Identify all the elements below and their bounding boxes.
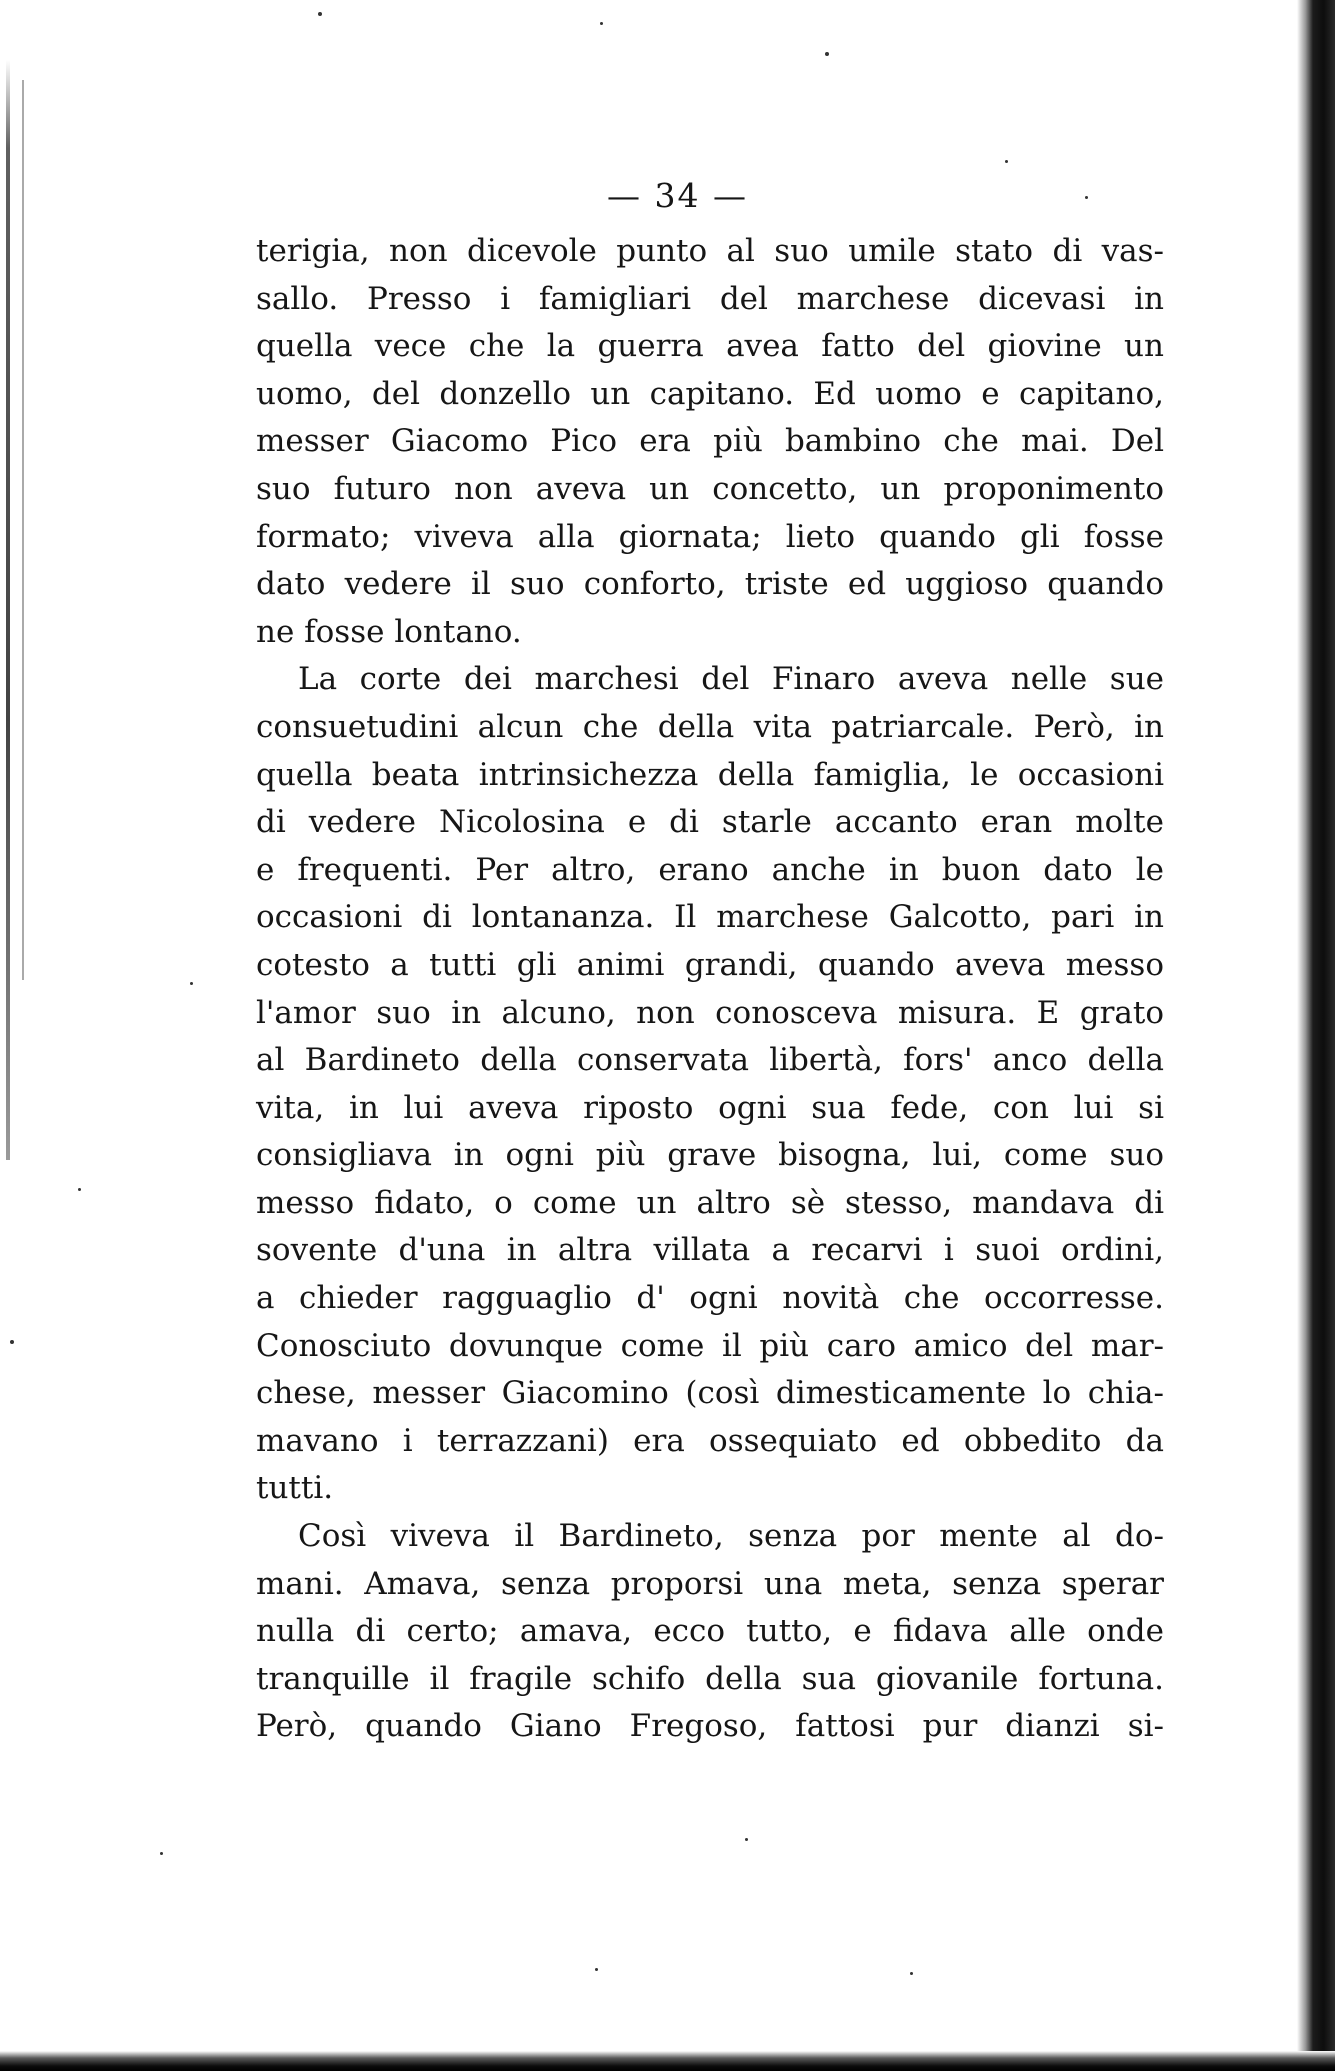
text-line: tutti.: [256, 1470, 334, 1507]
text-line: mani. Amava, senza proporsi una meta, senza sperar: [256, 1565, 1164, 1602]
text-line: sovente d'una in altra villata a recarvi i suoi ordini,: [256, 1232, 1164, 1269]
scan-speck: [78, 1188, 81, 1191]
text-line: l'amor suo in alcuno, non conosceva misura. E grato: [256, 994, 1164, 1031]
text-line: vita, in lui aveva riposto ogni sua fede, con lui si: [256, 1089, 1164, 1126]
text-line: quella beata intrinsichezza della famiglia, le occasioni: [256, 756, 1164, 793]
text-line: Conosciuto dovunque come il più caro amico del mar-: [256, 1327, 1164, 1364]
left-page-edge-shadow: [6, 60, 10, 1160]
text-line: suo futuro non aveva un concetto, un proponimento: [256, 470, 1164, 507]
text-line: formato; viveva alla giornata; lieto quando gli fosse: [256, 518, 1164, 555]
scan-speck: [160, 1852, 163, 1855]
text-line: quella vece che la guerra avea fatto del giovine un: [256, 328, 1164, 365]
text-line: cotesto a tutti gli animi grandi, quando aveva messo: [256, 946, 1164, 983]
scan-speck: [910, 1972, 913, 1975]
right-spine-shadow: [1297, 0, 1335, 2071]
scan-speck: [318, 12, 322, 16]
scan-speck: [1005, 160, 1008, 163]
text-line: e frequenti. Per altro, erano anche in buon dato le: [256, 851, 1164, 888]
text-line: Però, quando Giano Fregoso, fattosi pur dianzi si-: [256, 1708, 1164, 1745]
scan-speck: [600, 22, 603, 25]
page-number: — 34 —: [607, 176, 748, 215]
text-line: tranquille il fragile schifo della sua giovanile fortuna.: [256, 1660, 1164, 1697]
text-line: ne fosse lontano.: [256, 613, 522, 650]
left-page-edge-line: [22, 80, 24, 980]
text-line: sallo. Presso i famigliari del marchese dicevasi in: [256, 280, 1164, 317]
body-text: [256, 228, 1164, 1751]
text-line: terigia, non dicevole punto al suo umile stato di vas-: [256, 233, 1164, 269]
text-line: occasioni di lontananza. Il marchese Galcotto, pari in: [256, 899, 1164, 936]
text-line: consigliava in ogni più grave bisogna, lui, come suo: [256, 1137, 1164, 1174]
text-line: messer Giacomo Pico era più bambino che mai. Del: [256, 423, 1164, 460]
scan-speck: [745, 1838, 748, 1841]
text-line: dato vedere il suo conforto, triste ed uggioso quando: [256, 566, 1164, 603]
scan-speck: [190, 982, 193, 985]
bottom-scan-edge: [0, 2051, 1335, 2071]
text-line: messo fidato, o come un altro sè stesso, mandava di: [256, 1184, 1164, 1221]
text-line: uomo, del donzello un capitano. Ed uomo e capitano,: [256, 375, 1164, 412]
text-line: al Bardineto della conservata libertà, fors' anco della: [256, 1042, 1164, 1079]
text-line: a chieder ragguaglio d' ogni novità che occorresse.: [256, 1280, 1164, 1317]
text-line: La corte dei marchesi del Finaro aveva nelle sue: [298, 661, 1164, 698]
text-line: chese, messer Giacomino (così dimesticamente lo chia-: [256, 1375, 1164, 1412]
text-line: Così viveva il Bardineto, senza por mente al do-: [298, 1518, 1164, 1555]
scan-speck: [595, 1968, 598, 1971]
scan-speck: [825, 52, 829, 56]
text-line: consuetudini alcun che della vita patriarcale. Però, in: [256, 708, 1164, 745]
text-line: mavano i terrazzani) era ossequiato ed obbedito da: [256, 1422, 1164, 1459]
text-line: nulla di certo; amava, ecco tutto, e fidava alle onde: [256, 1613, 1164, 1650]
text-line: di vedere Nicolosina e di starle accanto eran molte: [256, 804, 1164, 841]
scan-speck: [10, 1340, 14, 1344]
